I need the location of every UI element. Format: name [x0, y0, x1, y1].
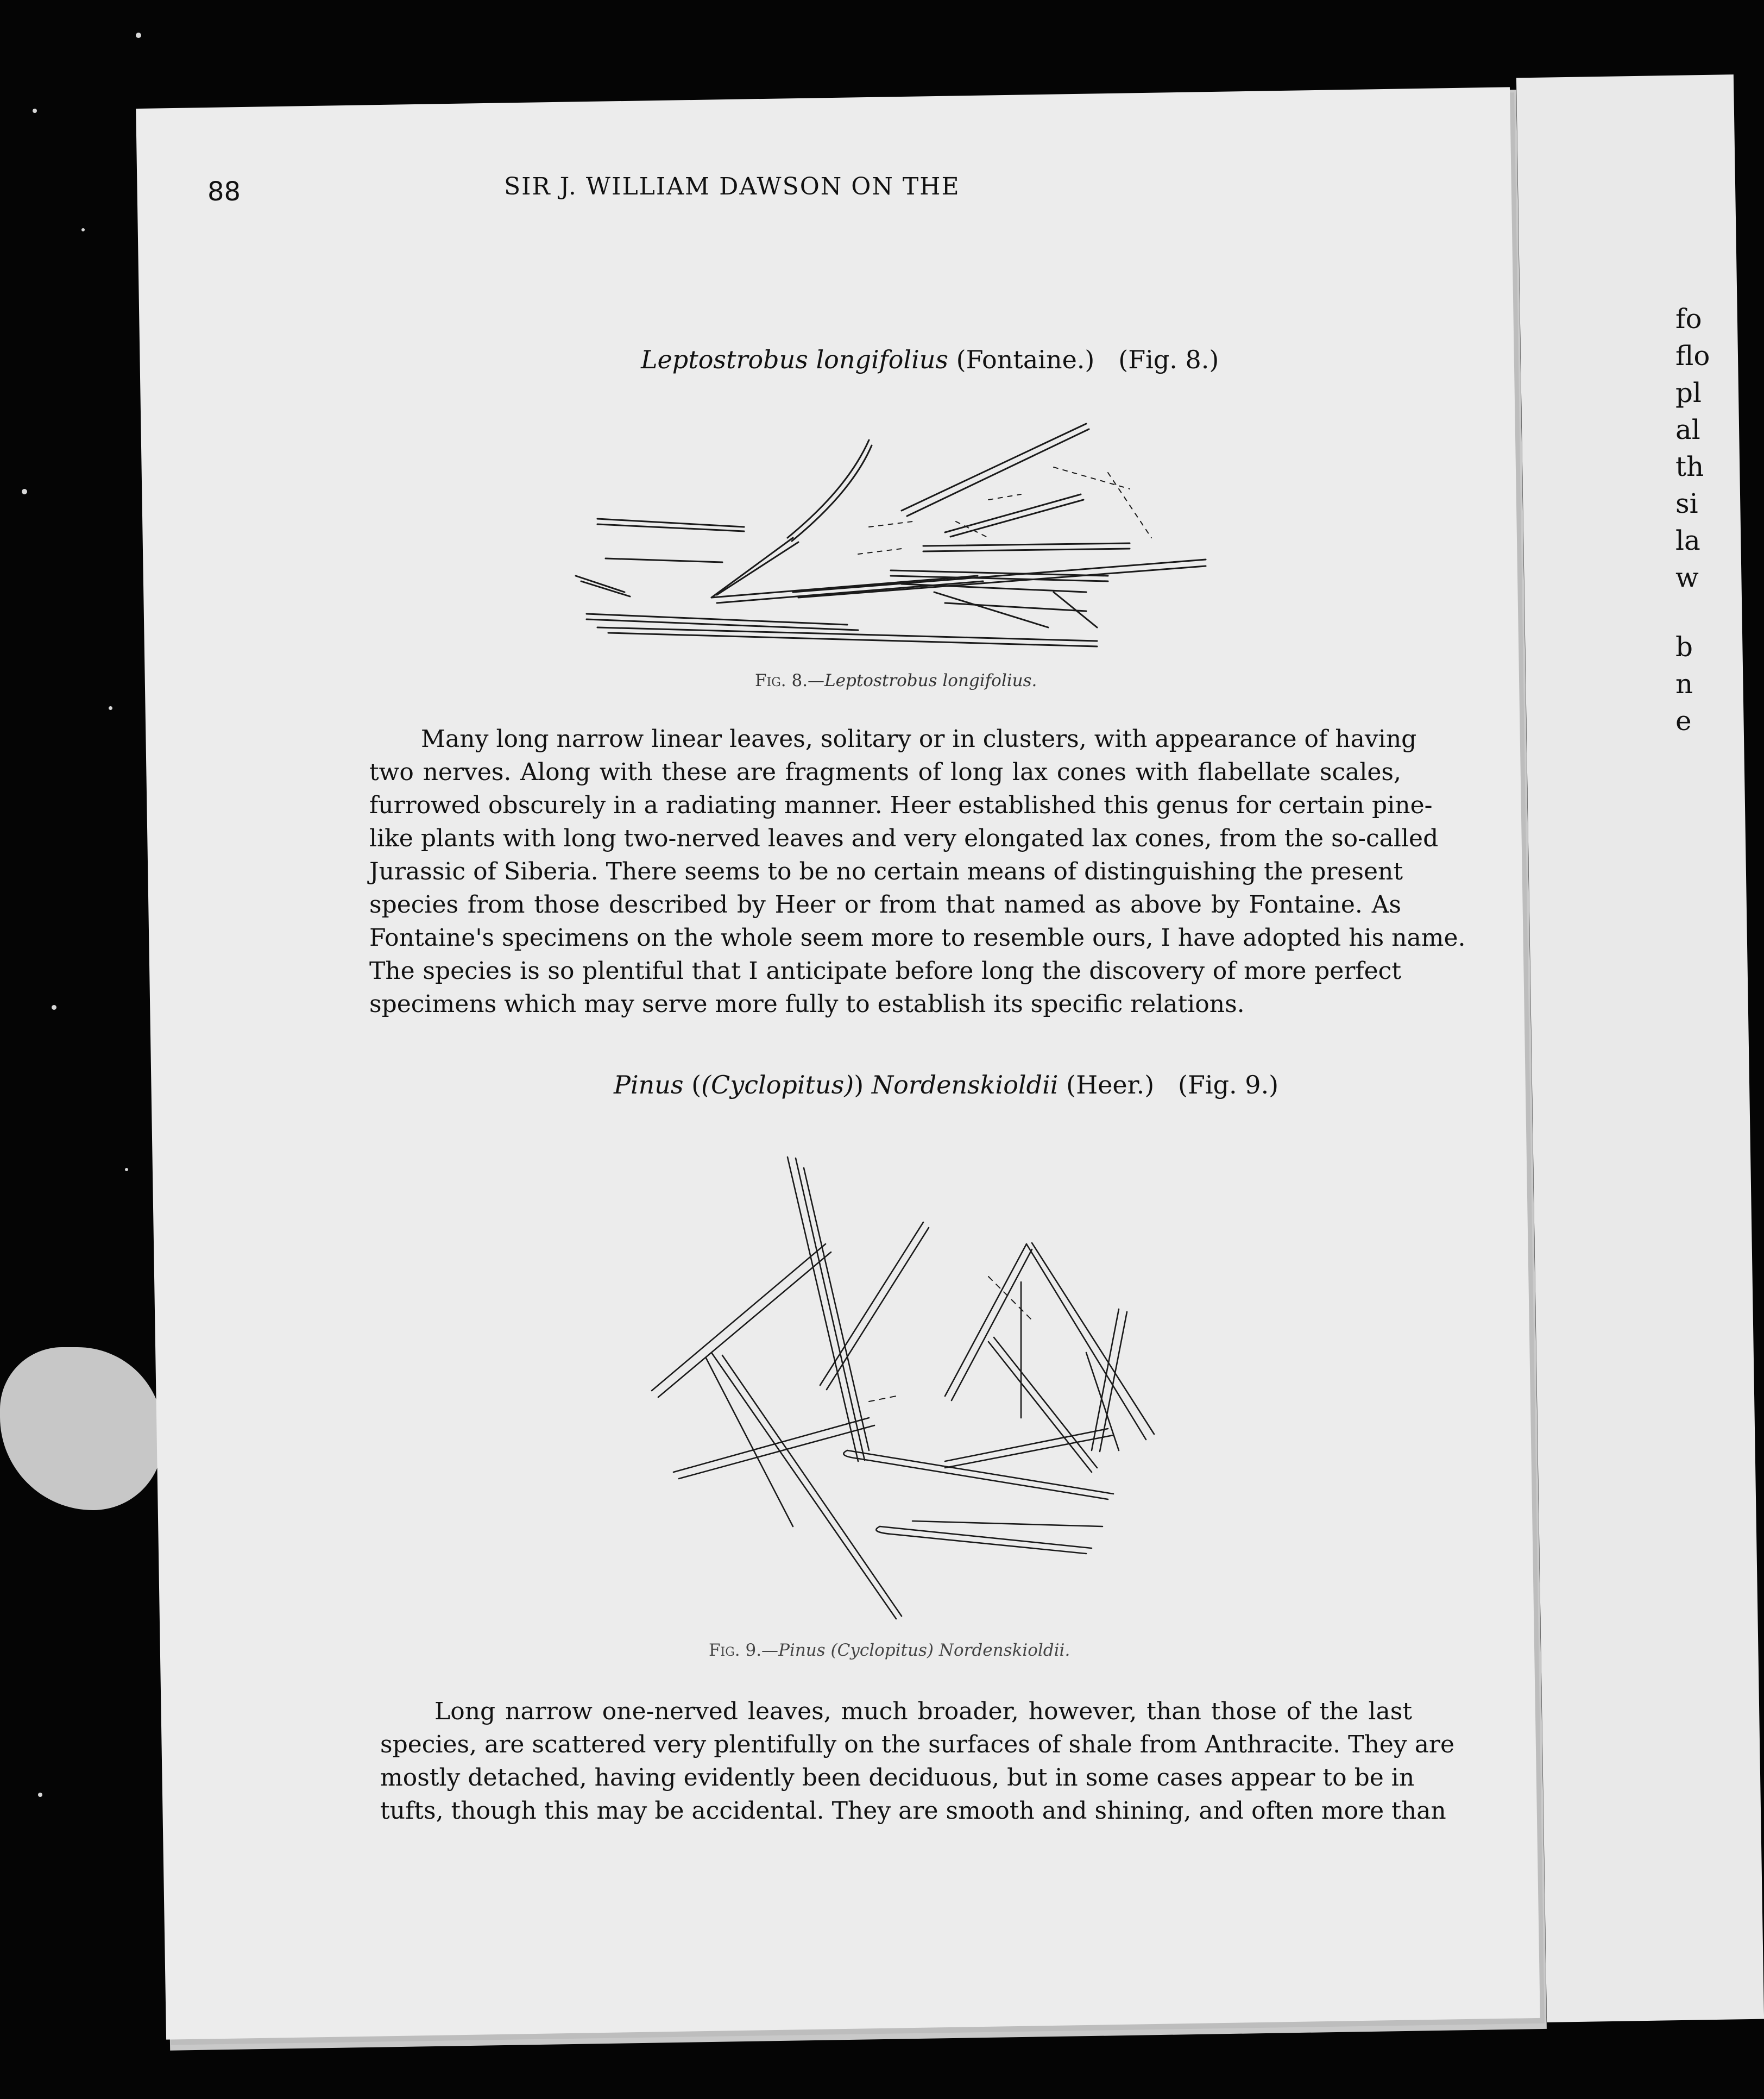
- text-line: Many long narrow linear leaves, solitary or in clusters, with appearance of having: [421, 725, 1417, 753]
- facing-line: e: [1675, 705, 1692, 737]
- facing-line: flo: [1675, 340, 1710, 372]
- running-head: SIR J. WILLIAM DAWSON ON THE: [504, 173, 960, 200]
- text-line: The species is so plentiful that I anticipate before long the discovery of more perfect: [369, 957, 1401, 985]
- paper-scrap: [0, 1347, 163, 1510]
- authority: (Heer.): [1066, 1070, 1155, 1099]
- dust-speck: [33, 109, 37, 113]
- text-line: Fontaine's specimens on the whole seem more to resemble ours, I have adopted his name.: [369, 924, 1466, 952]
- facing-line: pl: [1675, 377, 1702, 409]
- paragraph-leptostrobus: [369, 722, 1466, 1021]
- dust-speck: [109, 706, 112, 710]
- facing-line-gap: [1675, 597, 1708, 630]
- text-line: Long narrow one-nerved leaves, much broader, however, than those of the last: [434, 1698, 1412, 1725]
- facing-page-text: [1675, 301, 1708, 740]
- subgenus-text: (Cyclopitus): [701, 1070, 854, 1099]
- figure-8-illustration: [565, 413, 1217, 652]
- facing-line: si: [1675, 488, 1698, 519]
- facing-line: th: [1675, 451, 1704, 482]
- caption-label: Fig. 9.—: [709, 1641, 779, 1660]
- facing-line: fo: [1675, 303, 1702, 335]
- text-line: species, are scattered very plentifully on the surfaces of shale from Anthracite. They are: [380, 1731, 1455, 1758]
- dust-speck: [52, 1005, 56, 1010]
- dust-speck: [22, 489, 27, 494]
- section-title-leptostrobus: [641, 345, 1219, 374]
- text-line: like plants with long two-nerved leaves and very elongated lax cones, from the so-called: [369, 825, 1439, 852]
- section-title-pinus: [614, 1070, 1278, 1099]
- facing-line: n: [1675, 668, 1693, 700]
- text-line: mostly detached, having evidently been deciduous, but in some cases appear to be in: [380, 1764, 1415, 1792]
- facing-page: [1516, 74, 1764, 2022]
- caption-label: Fig. 8.—: [755, 671, 825, 690]
- text-line: species from those described by Heer or from that named as above by Fontaine. As: [369, 891, 1401, 919]
- species-name: Nordenskioldii: [871, 1070, 1059, 1099]
- figure-9-illustration: [641, 1146, 1173, 1613]
- dust-speck: [125, 1168, 128, 1171]
- facing-line: w: [1675, 562, 1699, 593]
- genus-name: Pinus: [614, 1070, 684, 1099]
- caption-species: Pinus (Cyclopitus) Nordenskioldii.: [778, 1641, 1070, 1660]
- figure-9-caption: [709, 1641, 1070, 1660]
- text-line: specimens which may serve more fully to establish its specific relations.: [369, 990, 1245, 1018]
- text-line: furrowed obscurely in a radiating manner. Heer established this genus for certain pine-: [369, 791, 1433, 819]
- figure-8-caption: [755, 671, 1037, 690]
- caption-species: Leptostrobus longifolius.: [824, 671, 1037, 690]
- text-line: tufts, though this may be accidental. They are smooth and shining, and often more than: [380, 1797, 1446, 1825]
- page-number: 88: [207, 177, 241, 207]
- species-name: Leptostrobus longifolius: [641, 345, 949, 374]
- facing-line: b: [1675, 631, 1693, 663]
- dust-speck: [38, 1793, 42, 1797]
- dust-speck: [81, 228, 85, 231]
- text-line: two nerves. Along with these are fragments of long lax cones with flabellate scales,: [369, 758, 1401, 786]
- authority: (Fontaine.): [956, 345, 1095, 374]
- figure-reference: (Fig. 8.): [1118, 345, 1219, 374]
- dust-speck: [136, 33, 141, 38]
- facing-line: al: [1675, 414, 1700, 445]
- subgenus-name: ((Cyclopitus)): [691, 1070, 864, 1099]
- figure-reference: (Fig. 9.): [1178, 1070, 1279, 1099]
- facing-line: la: [1675, 525, 1700, 556]
- paragraph-pinus: [380, 1695, 1455, 1827]
- text-line: Jurassic of Siberia. There seems to be no certain means of distinguishing the present: [369, 858, 1403, 885]
